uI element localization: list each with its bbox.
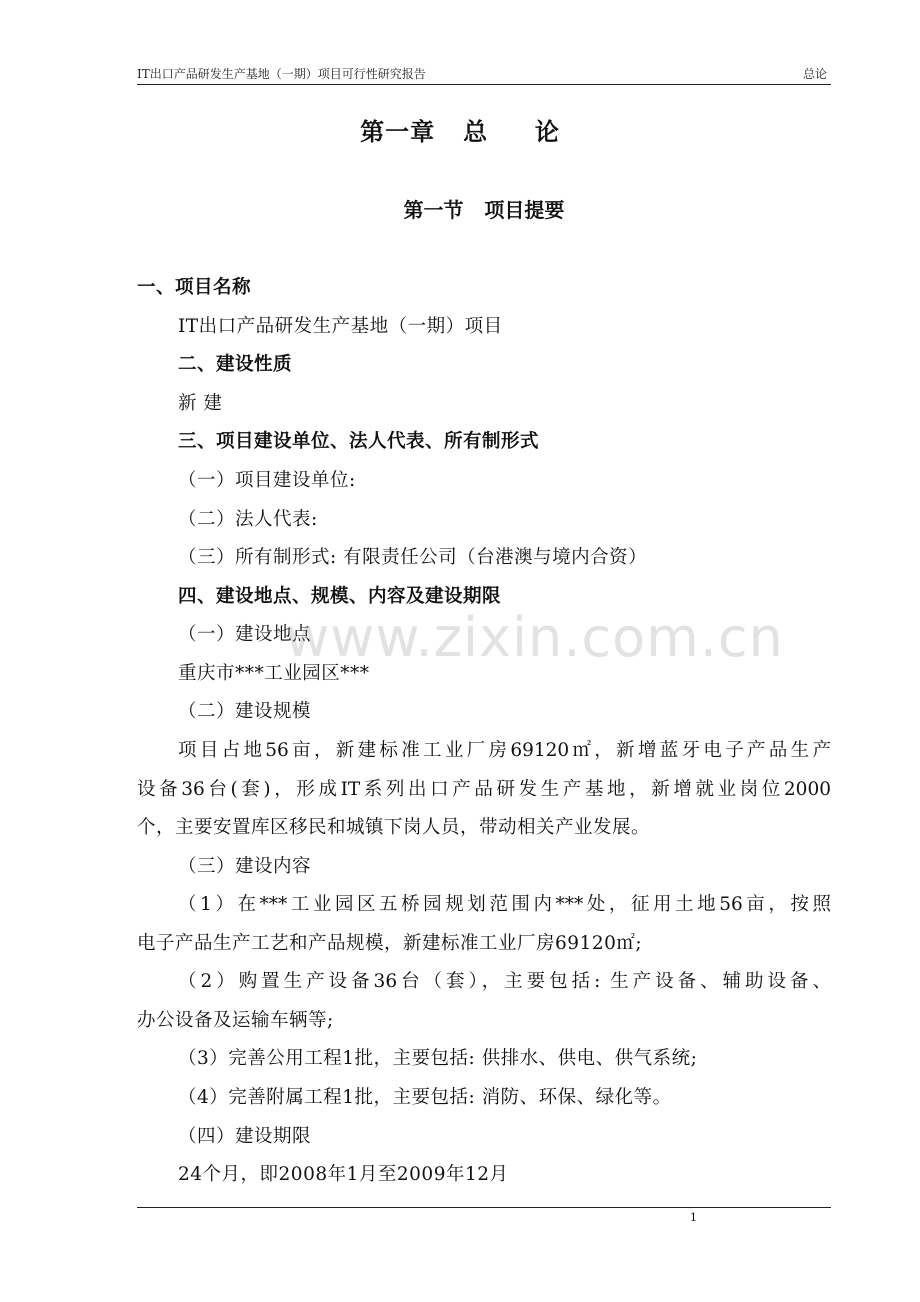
content-item-4: （4）完善附属工程1批，主要包括: 消防、环保、绿化等。 <box>178 1087 672 1108</box>
content-subheading: （三）建设内容 <box>178 856 312 877</box>
construction-nature-text: 新 建 <box>178 393 223 414</box>
content-item-3: （3）完善公用工程1批，主要包括: 供排水、供电、供气系统; <box>178 1048 698 1069</box>
page-number: 1 <box>690 1211 697 1224</box>
period-text: 24个月，即2008年1月至2009年12月 <box>178 1164 509 1185</box>
project-name-text: IT出口产品研发生产基地（一期）项目 <box>178 316 503 337</box>
heading-construction-unit: 三、项目建设单位、法人代表、所有制形式 <box>178 431 540 452</box>
section-title: 第一节 项目提要 <box>403 198 565 222</box>
ownership-form-item: （三）所有制形式: 有限责任公司（台港澳与境内合资） <box>178 547 648 568</box>
location-subheading: （一）建设地点 <box>178 624 312 645</box>
chapter-title: 第一章 总 论 <box>360 118 560 146</box>
content-item-2-line-2: 办公设备及运输车辆等; <box>137 1010 334 1031</box>
heading-project-name: 一、项目名称 <box>137 277 252 298</box>
construction-unit-item: （一）项目建设单位: <box>178 470 356 491</box>
heading-construction-nature: 二、建设性质 <box>178 354 293 375</box>
header-section-name: 总论 <box>802 67 827 81</box>
legal-representative-item: （二）法人代表: <box>178 509 318 530</box>
watermark: www.zixin.com.cn <box>285 606 784 669</box>
header-report-title: IT出口产品研发生产基地（一期）项目可行性研究报告 <box>137 67 426 81</box>
scale-subheading: （二）建设规模 <box>178 701 312 722</box>
content-item-1-line-2: 电子产品生产工艺和产品规模，新建标准工业厂房69120㎡; <box>137 933 643 954</box>
content-item-1-line-1: （1）在***工业园区五桥园规划范围内***处，征用土地56亩，按照 <box>178 894 831 915</box>
scale-paragraph-line-1: 项目占地56亩，新建标准工业厂房69120㎡，新增蓝牙电子产品生产 <box>178 740 831 761</box>
period-subheading: （四）建设期限 <box>178 1126 312 1147</box>
heading-location-scale: 四、建设地点、规模、内容及建设期限 <box>178 586 502 607</box>
footer-rule <box>137 1207 831 1208</box>
content-item-2-line-1: （2）购置生产设备36台（套），主要包括: 生产设备、辅助设备、 <box>178 971 831 992</box>
scale-paragraph-line-2: 设备36台(套)，形成IT系列出口产品研发生产基地，新增就业岗位2000 <box>137 779 831 800</box>
location-text: 重庆市***工业园区*** <box>178 663 370 684</box>
page-header <box>137 64 831 85</box>
scale-paragraph-line-3: 个，主要安置库区移民和城镇下岗人员，带动相关产业发展。 <box>137 817 651 838</box>
